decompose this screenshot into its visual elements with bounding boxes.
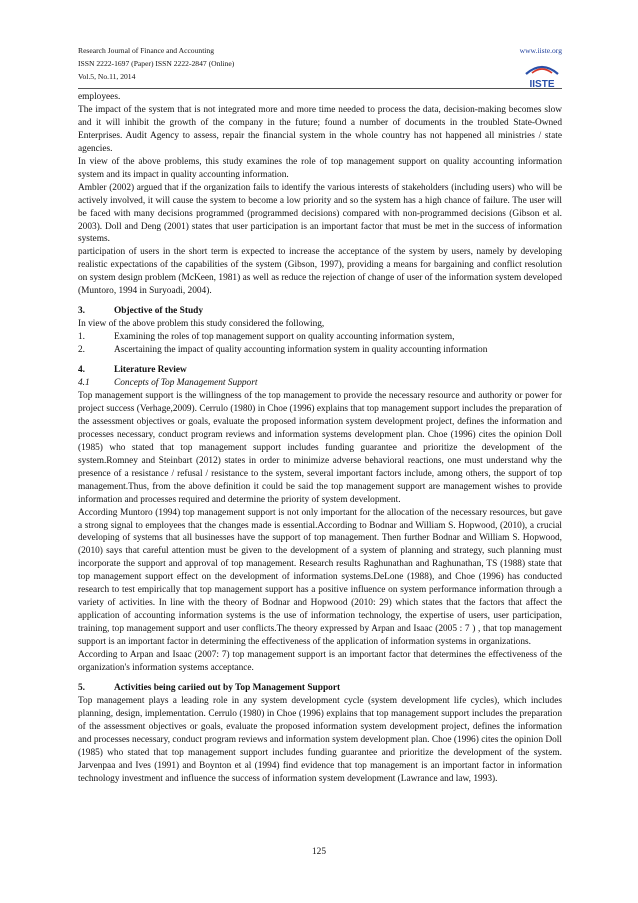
page-number: 125 <box>311 847 326 857</box>
paragraph: According Muntoro (1994) top management support is not only important for the allocation of the necessary resources, but gave a strong signal to employees that the changes made is essential.According to Bodnar and William S. Hopwood, (2010), a crucial developing of systems that all businesses have the support of top management. Then further Bodnar and William S. Hopwood, (2010) says that careful attention must be given to the development of a system of planning and strategy, such planning must incorporate the support and approval of top management. Research results Raghunathan and Raghunathan, TS (1988) state that top management support effect on the development of information systems.DeLone (1988), and Choe (1996) has conducted research to test empirically that top management support has a positive influence on system performance information through a variety of activities. In line with the theory of Bodnar and Hopwood (2010: 29) which states that the factors that affect the application of accounting information systems is the use of information technology, the expertise of users, user participation, training, top management support and user conflicts.The theory expressed by Arpan and Isaac (2005 : 7 ) , that top management support is an important factor in determining the effectiveness of the application of information systems in organizations. <box>78 507 562 648</box>
list-number: 1. <box>78 332 86 343</box>
issn-line: ISSN 2222-1697 (Paper) ISSN 2222-2847 (Online) <box>78 59 235 68</box>
list-item <box>78 344 562 357</box>
paragraph: Top management support is the willingness of the top management to provide the necessary resource and authority or power for project success (Verhage,2009). Cerrulo (1980) in Choe (1996) explains that top management support includes the preparation of the assessment objectives or goals, evaluate the proposed information system development project, defines the information and processes necessary, conduct program reviews and information systems development plan. Choe (1996) cites the opinion Doll (1985) who stated that top management support includes funding guarantee and prioritize the development of the system.Romney and Steinbart (2012) states in order to minimize adverse behavioral reactions, one must understand why the presence of a resistance / refusal / resistance to the system, several important factors include, among others, the support of top management.Thus, from the above definition it could be said the top management support are management wishes to provide information and processes required and determine the priority of system development. <box>78 390 562 505</box>
paragraph: In view of the above problem this study considered the following, <box>78 319 325 330</box>
journal-url-link[interactable]: www.iiste.org <box>519 46 562 55</box>
subsection-heading <box>78 377 562 390</box>
section-title: Activities being cariied out by Top Management Support <box>114 682 341 693</box>
list-text: Examining the roles of top management support on quality accounting information system, <box>114 332 455 343</box>
section-heading-literature <box>78 364 562 377</box>
paragraph: Ambler (2002) argued that if the organization fails to identify the various interests of stakeholders (including users) who will be actively involved, it will cause the system to become a low priority and so the system has a high chance of failure. The user will be faced with many decisions programmed (programmed decisions) compared with non-programmed decisions (Gibson et al. 2003). Doll and Deng (2001) states that user participation is an important factor that must be met in the success of information systems. <box>78 182 562 245</box>
paragraph: employees. <box>78 92 121 102</box>
article-body <box>78 91 562 786</box>
section-heading-activities <box>78 682 562 695</box>
paragraph: Top management plays a leading role in any system development cycle (system development life cycles), which includes planning, design, implementation. Cerrulo (1980) in Choe (1996) explains that top management support includes the preparation of the assessment objectives or goals, evaluate the proposed information system development project, defines the information and processes necessary, conduct program reviews and information system development plan. Choe (1996) cites the opinion Doll (1985) who stated that top management support includes funding guarantee and prioritize the development of the system. Jarvenpaa and Ives (1991) and Boynton et al (1994) find evidence that top management is an important factor in information technology investment and influence the success of information system development (Lawrance and law, 1993). <box>78 695 562 784</box>
list-text: Ascertaining the impact of quality accounting information system in quality accounting information <box>114 345 488 356</box>
journal-name: Research Journal of Finance and Accounting <box>78 46 215 55</box>
section-title: Objective of the Study <box>114 306 204 317</box>
paragraph: According to Arpan and Isaac (2007: 7) top management support is an important factor that determines the effectiveness of the organization's information systems acceptance. <box>78 650 562 673</box>
subsection-title: Concepts of Top Management Support <box>114 378 258 389</box>
paragraph: The impact of the system that is not integrated more and more time needed to process the data, decision-making becomes slow and it will inhibit the growth of the company in the future; found a number of documents in the troubled State-Owned Enterprises. Audit Agency to assess, repair the financial system in the whole country has not happened all ministries / state agencies. <box>78 104 562 154</box>
section-number: 3. <box>78 306 86 317</box>
subsection-number: 4.1 <box>78 378 90 389</box>
paragraph: participation of users in the short term is expected to increase the acceptance of the system by users, namely by developing realistic expectations of the capabilities of the system (Gibson, 1997), providing a means for bargaining and conflict resolution on system design problem (McKeen, 1981) as well as reduce the rejection of change of user of the information system developed (Muntoro, 1994 in Suryoadi, 2004). <box>78 247 562 297</box>
section-heading-objective <box>78 305 562 318</box>
volume-line: Vol.5, No.11, 2014 <box>78 72 136 81</box>
section-number: 5. <box>78 682 86 693</box>
section-number: 4. <box>78 365 86 376</box>
header-rule <box>78 88 562 89</box>
svg-text:IISTE: IISTE <box>529 79 555 90</box>
paragraph: In view of the above problems, this study examines the role of top management support on quality accounting information system and its impact in quality accounting information. <box>78 156 562 180</box>
list-number: 2. <box>78 345 86 356</box>
list-item <box>78 331 562 344</box>
section-title: Literature Review <box>114 365 187 376</box>
